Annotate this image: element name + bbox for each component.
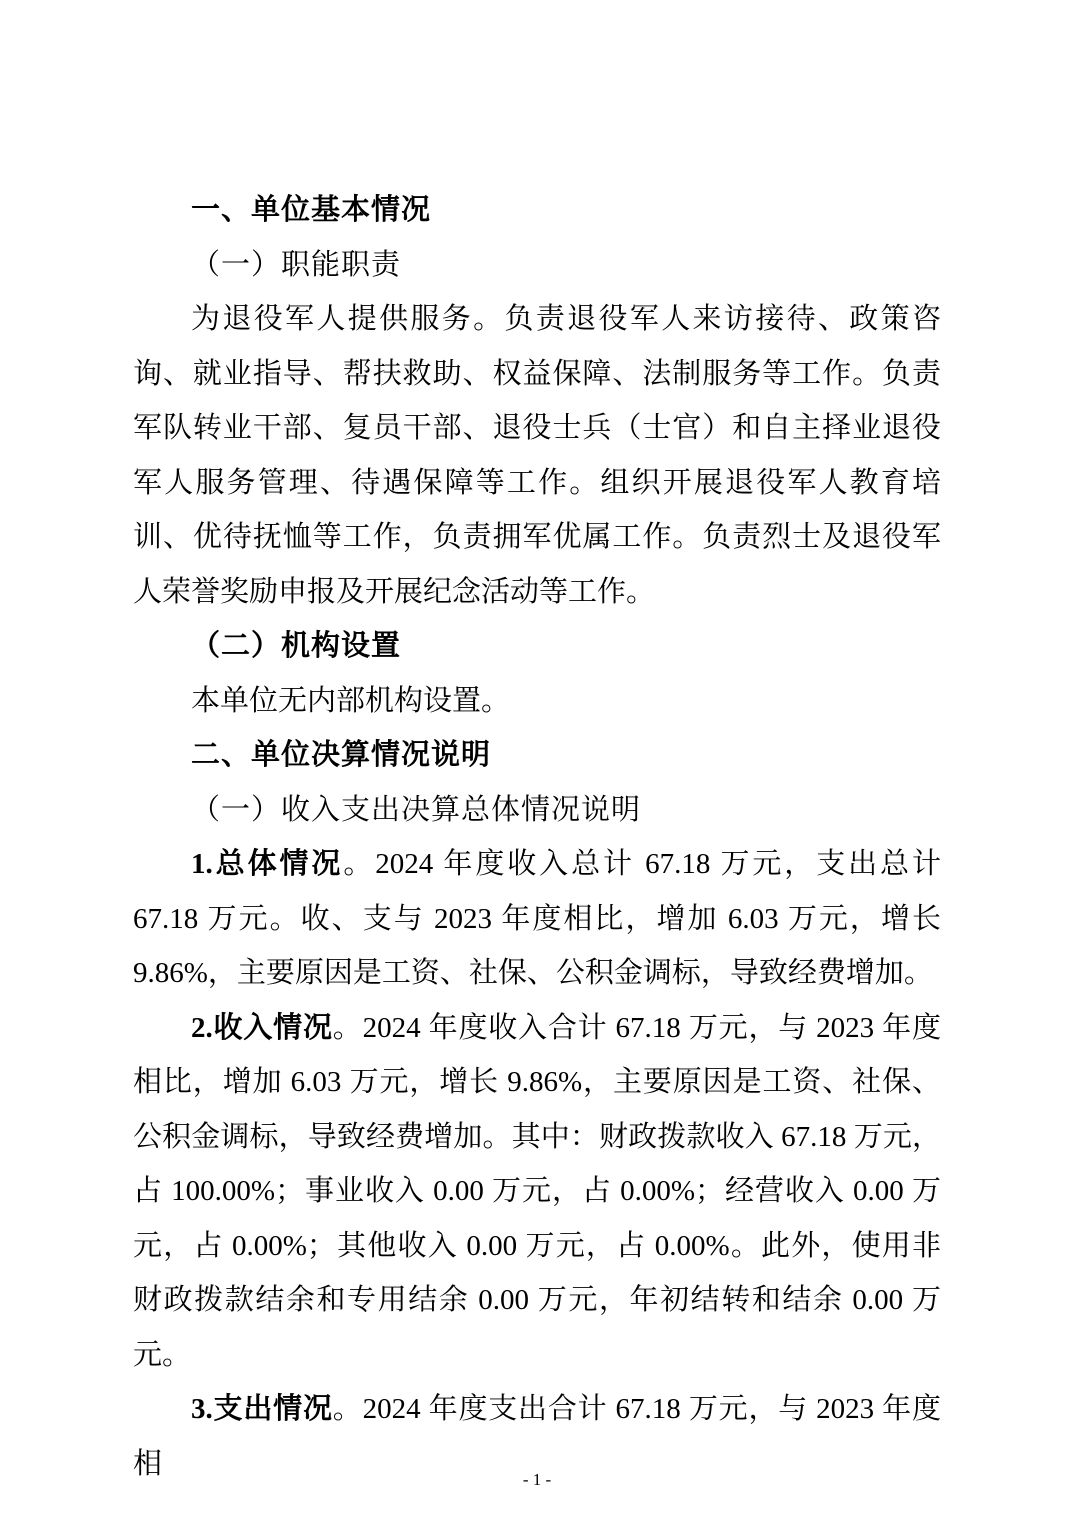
paragraph-income-situation-lead: 2.收入情况 — [191, 1011, 333, 1044]
paragraph-overall-situation — [133, 837, 941, 1001]
heading-final-accounts-explanation: 二、单位决算情况说明 — [191, 739, 492, 771]
paragraph-functions-duties: 为退役军人提供服务。负责退役军人来访接待、政策咨询、就业指导、帮扶救助、权益保障、法制服务等工作。负责军队转业干部、复员干部、退役士兵（士官）和自主择业退役军人服务管理、待遇保障等工作。组织开展退役军人教育培训、优待抚恤等工作，负责拥军优属工作。负责烈士及退役军人荣誉奖励申报及开展纪念活动等工作。 — [133, 303, 941, 608]
heading-income-expenditure-overview: （一）收入支出决算总体情况说明 — [191, 793, 642, 826]
paragraph-income-situation — [133, 1001, 941, 1383]
heading-functions-duties: （一）职能职责 — [191, 248, 402, 281]
paragraph-overall-situation-body: 。2024 年度收入总计 67.18 万元，支出总计 67.18 万元。收、支与 2023 年度相比，增加 6.03 万元，增长 9.86%，主要原因是工资、社保、公积金调标，导致经费增加。 — [133, 848, 941, 989]
paragraph-expenditure-situation-lead: 3.支出情况 — [191, 1393, 333, 1425]
paragraph-income-situation-body: 。2024 年度收入合计 67.18 万元，与 2023 年度相比，增加 6.03 万元，增长 9.86%，主要原因是工资、社保、公积金调标，导致经费增加。其中：财政拨款收入 67.18 万元，占 100.00%；事业收入 0.00 万元，占 0.00%；经营收入 0.00 万元，占 0.00%；其他收入 0.00 万元，占 0.00%。此外，使用非财政拨款结余和专用结余 0.00 万元，年初结转和结余 0.00 万元。 — [133, 1011, 941, 1371]
page-number: - 1 - — [522, 1470, 552, 1489]
heading-unit-basic-info: 一、单位基本情况 — [191, 194, 432, 226]
heading-organization-setup: （二）机构设置 — [191, 630, 402, 662]
paragraph-organization-setup: 本单位无内部机构设置。 — [191, 684, 511, 717]
document-content — [133, 183, 941, 1491]
paragraph-expenditure-situation-body: 。2024 年度支出合计 67.18 万元，与 2023 年度相 — [133, 1393, 941, 1480]
paragraph-overall-situation-lead: 1.总体情况 — [191, 848, 344, 880]
